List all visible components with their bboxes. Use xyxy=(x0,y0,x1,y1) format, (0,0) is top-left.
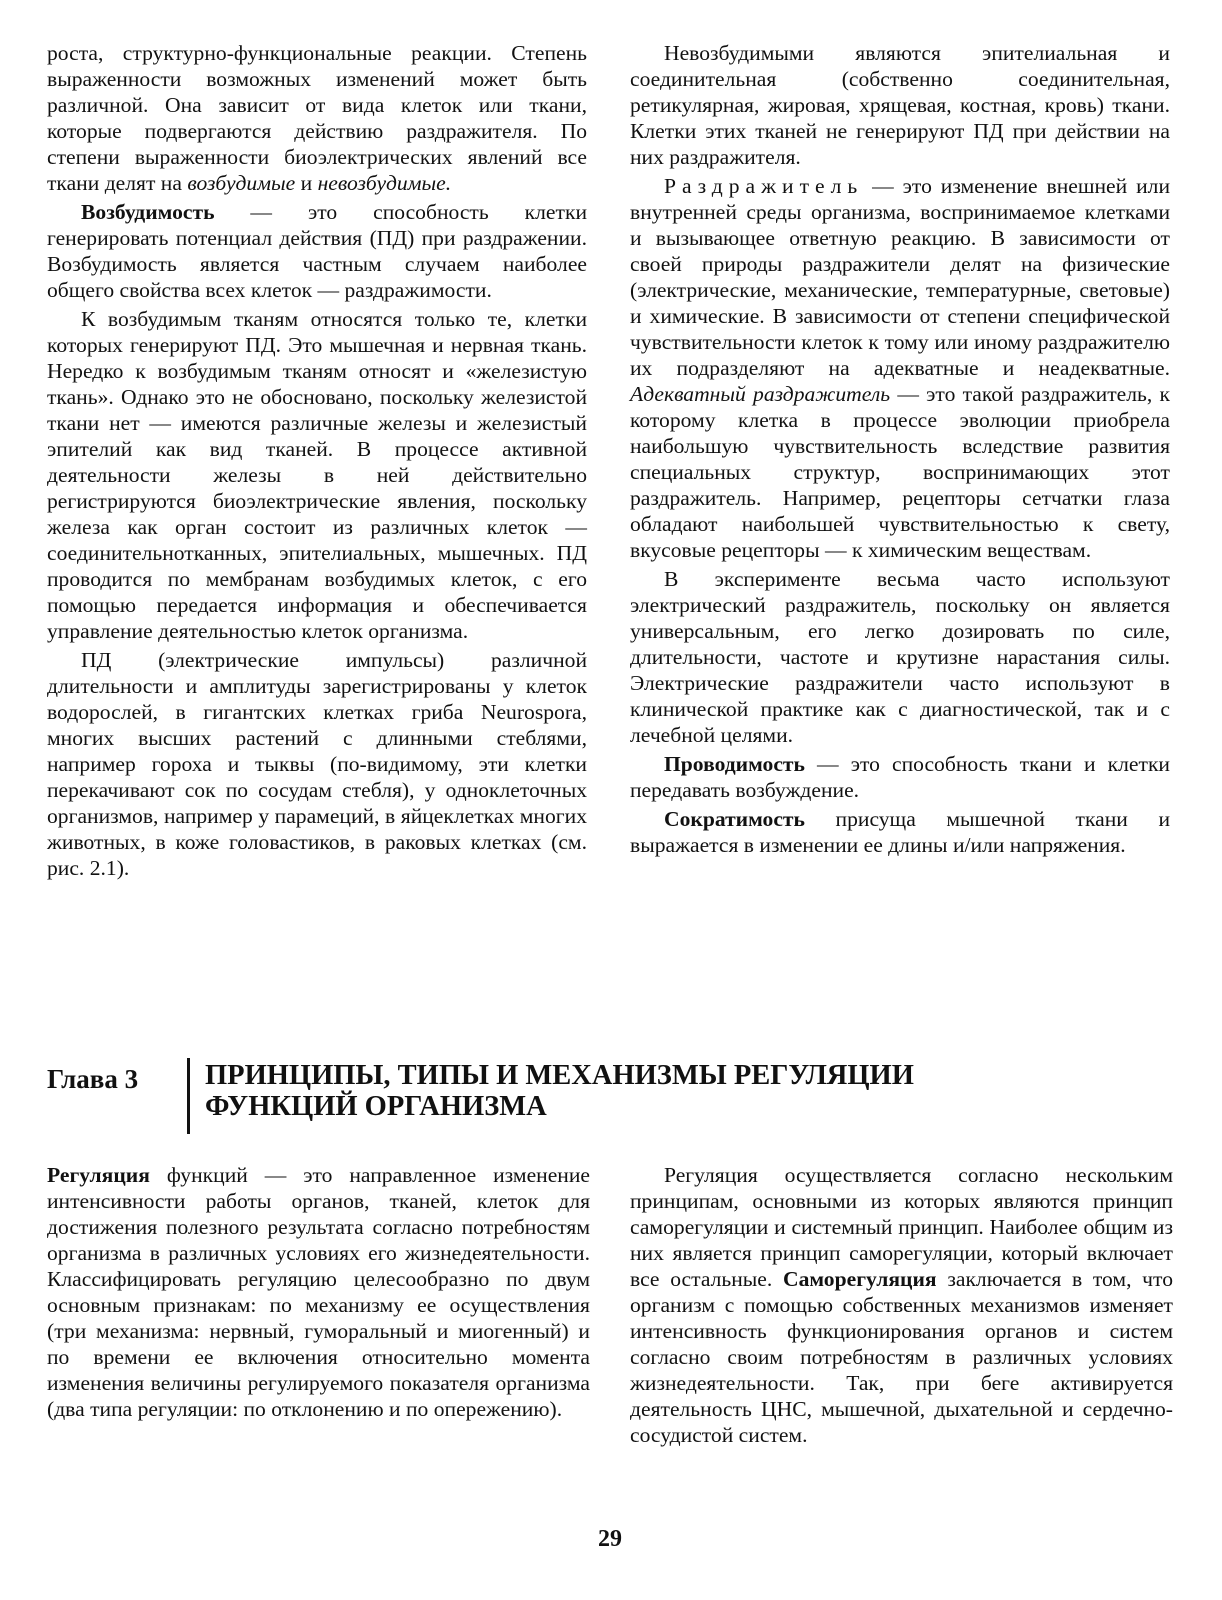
term-contractility: Сократимость xyxy=(664,807,805,831)
paragraph: роста, структурно-функциональные реакции. Степень выраженности возможных изменений может быть различной. Она зависит от вида клеток или ткани, которые подвергаются действию раздражителя. По степени выраженности биоэлектрических явлений все ткани делят на возбудимые и невозбудимые. xyxy=(47,41,587,195)
paragraph: Проводимость — это способность ткани и клетки передавать возбуждение. xyxy=(630,752,1170,802)
chapter-divider xyxy=(187,1058,190,1134)
bottom-left-column xyxy=(47,1162,590,1422)
emphasis-excitable: возбудимые xyxy=(187,171,296,195)
paragraph: В эксперименте весьма часто используют электрический раздражитель, поскольку он является универсальным, его легко дозировать по силе, длительности, частоте и крутизне нарастания силы. Электрические раздражители часто используют в клинической практике как с диагностической, так и с лечебной целями. xyxy=(630,567,1170,747)
paragraph: ПД (электрические импульсы) различной длительности и амплитуды зарегистрированы у клеток водорослей, в гигантских клетках гриба Neurospora, многих высших растений с длинными стеблями, например гороха и тыквы (по-видимому, эти клетки перекачивают сок по сосудам стебля), у одноклеточных организмов, например у парамеций, в яйцеклетках многих животных, в коже головастиков, в раковых клетках (см. рис. 2.1). xyxy=(47,648,587,880)
chapter-title-line-1: ПРИНЦИПЫ, ТИПЫ И МЕХАНИЗМЫ РЕГУЛЯЦИИ xyxy=(205,1060,914,1091)
top-right-column xyxy=(630,40,1170,858)
emphasis-adequate-stimulus: Адекватный раздражитель xyxy=(630,382,891,406)
bottom-right-column xyxy=(630,1162,1173,1448)
term-excitability: Возбудимость xyxy=(81,200,215,224)
paragraph: Регуляция функций — это направленное изменение интенсивности работы органов, тканей, клеток для достижения полезного результата согласно потребностям организма в различных условиях его жизнедеятельности. Классифицировать регуляцию целесообразно по двум основным признакам: по механизму ее осуществления (три механизма: нервный, гуморальный и миогенный) и по времени ее включения относительно момента изменения величины регулируемого показателя организма (два типа регуляции: по отклонению и по опережению). xyxy=(47,1163,590,1421)
term-self-regulation: Саморегуляция xyxy=(782,1267,937,1291)
page-number: 29 xyxy=(598,1526,622,1552)
term-stimulus: Раздражитель xyxy=(664,174,864,198)
emphasis-nonexcitable: невозбудимые. xyxy=(317,171,452,195)
top-left-column xyxy=(47,40,587,881)
term-regulation: Регуляция xyxy=(47,1163,150,1187)
paragraph: Возбудимость — это способность клетки генерировать потенциал действия (ПД) при раздражении. Возбудимость является частным случаем наиболее общего свойства всех клеток — раздражимости. xyxy=(47,200,587,302)
paragraph: К возбудимым тканям относятся только те, клетки которых генерируют ПД. Это мышечная и нервная ткань. Нередко к возбудимым тканям относят и «железистую ткань». Однако это не обосновано, поскольку железистой ткани нет — имеются различные железы и железистый эпителий как вид тканей. В процессе активной деятельности железы в ней действительно регистрируются биоэлектрические явления, поскольку железа как орган состоит из различных клеток — соединительнотканных, эпителиальных, мышечных. ПД проводится по мембранам возбудимых клеток, с его помощью передается информация и обеспечивается управление деятельностью клеток организма. xyxy=(47,307,587,643)
paragraph: Регуляция осуществляется согласно нескольким принципам, основными из которых являются принцип саморегуляции и системный принцип. Наиболее общим из них является принцип саморегуляции, который включает все остальные. Саморегуляция заключается в том, что организм с помощью собственных механизмов изменяет интенсивность функционирования органов и систем согласно своим потребностям в различных условиях жизнедеятельности. Так, при беге активируется деятельность ЦНС, мышечной, дыхательной и сердечно-сосудистой систем. xyxy=(630,1163,1173,1447)
term-conductivity: Проводимость xyxy=(664,752,805,776)
chapter-label: Глава 3 xyxy=(47,1064,139,1094)
paragraph: Сократимость присуща мышечной ткани и выражается в изменении ее длины и/или напряжения. xyxy=(630,807,1170,857)
chapter-title-line-2: ФУНКЦИЙ ОРГАНИЗМА xyxy=(205,1091,547,1122)
chapter-title xyxy=(205,1060,1105,1122)
paragraph: Раздражитель — это изменение внешней или внутренней среды организма, воспринимаемое клетками и вызывающее ответную реакцию. В зависимости от своей природы раздражители делят на физические (электрические, механические, температурные, световые) и химические. В зависимости от степени специфической чувствительности клеток к тому или иному раздражителю их подразделяют на адекватные и неадекватные. Адекватный раздражитель — это такой раздражитель, к которому клетка в процессе эволюции приобрела наибольшую чувствительность вследствие развития специальных структур, воспринимающих этот раздражитель. Например, рецепторы сетчатки глаза обладают наибольшей чувствительностью к свету, вкусовые рецепторы — к химическим веществам. xyxy=(630,174,1171,562)
paragraph: Невозбудимыми являются эпителиальная и соединительная (собственно соединительная, ретикулярная, жировая, хрящевая, костная, кровь) ткани. Клетки этих тканей не генерируют ПД при действии на них раздражителя. xyxy=(630,41,1170,169)
